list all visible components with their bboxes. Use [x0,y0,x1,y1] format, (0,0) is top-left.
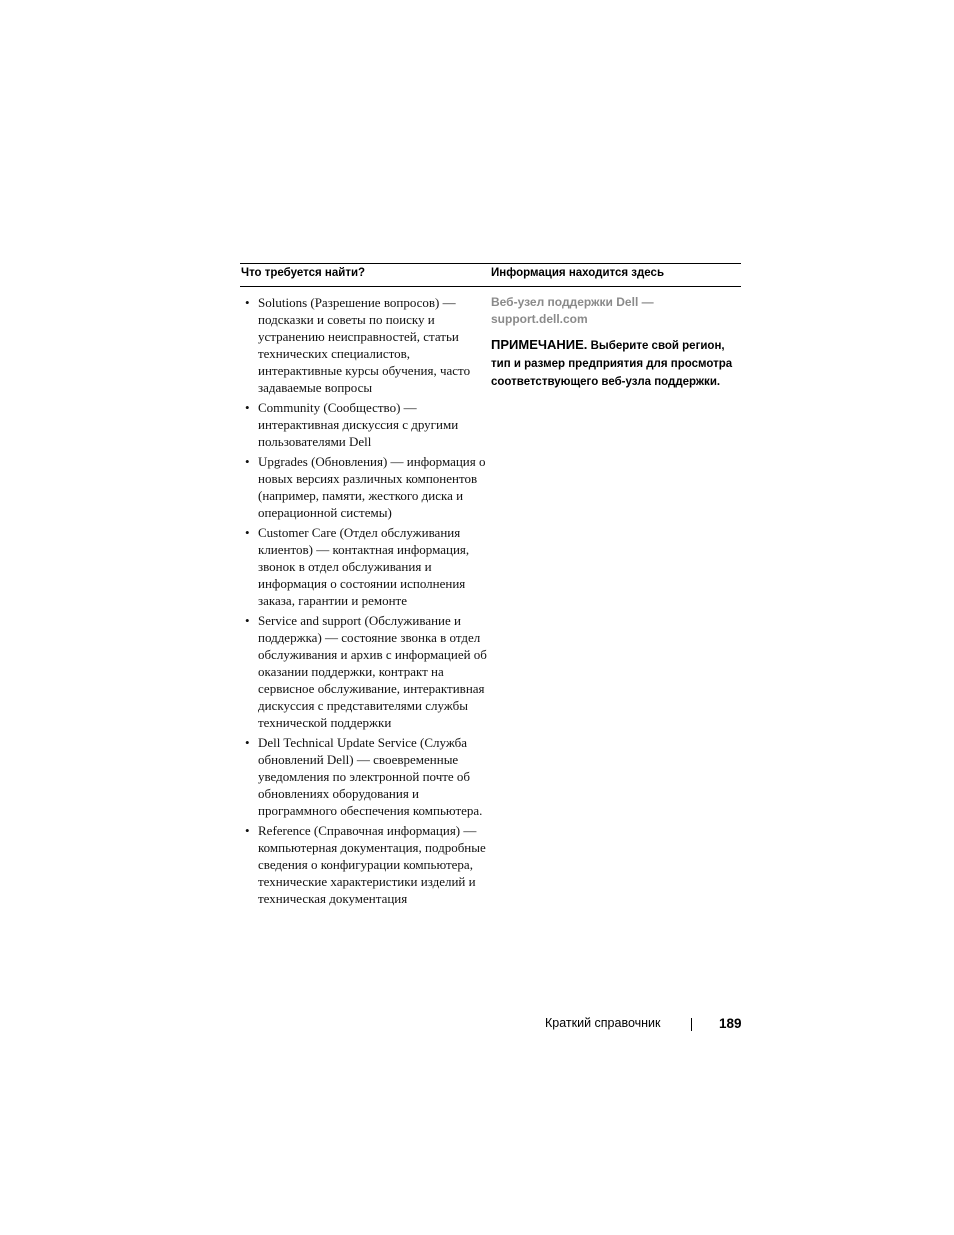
note-label: ПРИМЕЧАНИЕ. [491,337,588,352]
list-item [240,734,490,819]
list-item-text: Community (Сообщество) — интерактивная дискуссия с другими пользователями Dell [258,400,459,449]
list-item [240,453,490,521]
list-item-text: Dell Technical Update Service (Служба обновлений Dell) — своевременные уведомления по электронной почте об обновлениях оборудования и программного обеспечения компьютера. [258,735,483,818]
bullet-icon: • [245,400,250,415]
list-item-text: Solutions (Разрешение вопросов) — подсказки и советы по поиску и устранению неисправностей, статьи технических специалистов, интерактивные курсы обучения, часто задаваемые вопросы [258,295,471,395]
table-header [240,263,741,287]
note-block [491,336,741,391]
note-text: Выберите свой регион, тип и размер предприятия для просмотра соответствующего веб-узла поддержки. [491,340,733,388]
list-item-text: Reference (Справочная информация) — компьютерная документация, подробные сведения о конфигурации компьютера, технические характеристики изделий и техническая документация [258,823,486,906]
bullet-icon: • [245,295,250,310]
page-number: 189 [719,1016,742,1031]
bullet-icon: • [245,525,250,540]
bullet-icon: • [245,613,250,628]
info-table [240,263,741,906]
bullet-icon: • [245,454,250,469]
footer-separator [691,1018,692,1031]
support-site-link[interactable] [491,294,741,328]
list-item-text: Upgrades (Обновления) — информация о новых версиях различных компонентов (например, памяти, жесткого диска и операционной системы) [258,454,486,520]
list-item [240,294,490,396]
list-item [240,524,490,609]
footer-title: Краткий справочник [545,1016,661,1030]
list-item [240,399,490,450]
list-item-text: Customer Care (Отдел обслуживания клиентов) — контактная информация, звонок в отдел обслуживания и информация о состоянии исполнения заказа, гарантии и ремонте [258,525,470,608]
info-location-column [491,287,741,391]
list-item [240,822,490,907]
list-item-text: Service and support (Обслуживание и поддержка) — состояние звонка в отдел обслуживания и архив с информацией об оказании поддержки, контракт на сервисное обслуживание, интерактивная дискуссия с представителями службы технической поддержки [258,613,487,730]
support-site-url: support.dell.com [491,312,588,326]
list-item [240,612,490,731]
resource-list [240,294,490,907]
bullet-icon: • [245,823,250,838]
support-site-label: Веб-узел поддержки Dell — [491,295,654,309]
header-what-to-find: Что требуется найти? [241,267,366,279]
bullet-icon: • [245,735,250,750]
resource-list-column [240,287,490,910]
header-where-info: Информация находится здесь [491,267,665,279]
